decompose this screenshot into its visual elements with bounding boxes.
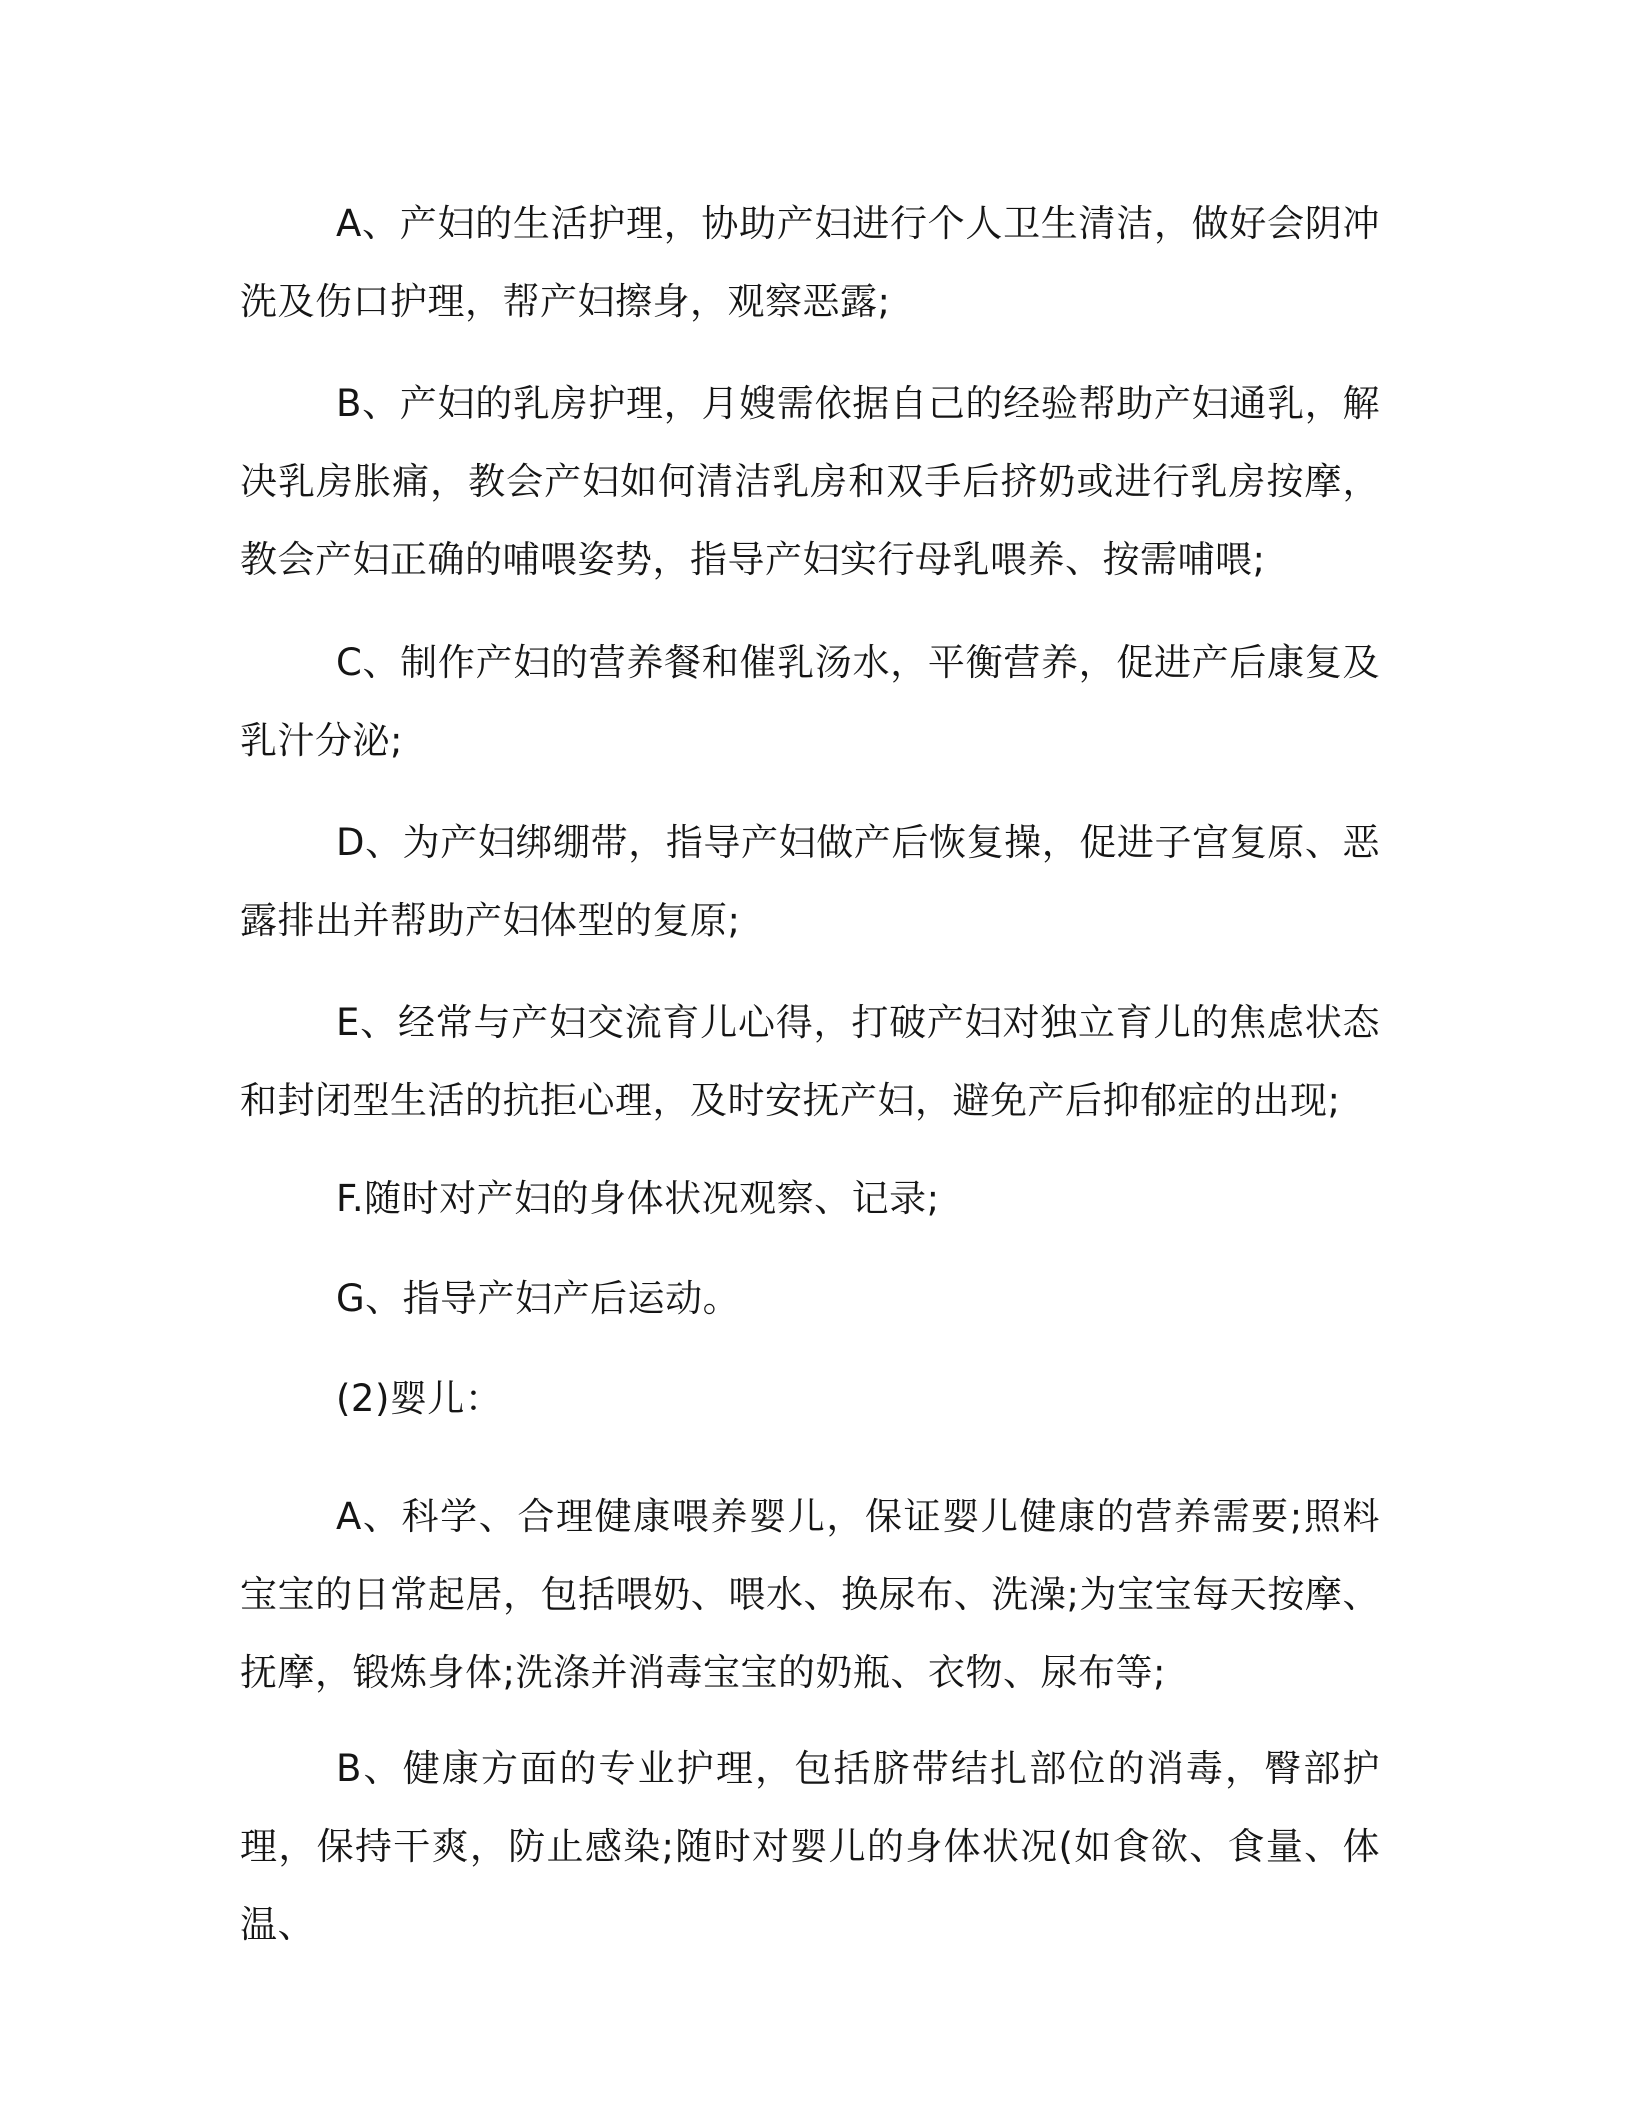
- paragraph-mother-recovery: D、为产妇绑绷带，指导产妇做产后恢复操，促进子宫复原、恶露排出并帮助产妇体型的复原;: [240, 821, 1380, 942]
- paragraph-mother-breast-care: B、产妇的乳房护理，月嫂需依据自己的经验帮助产妇通乳，解决乳房胀痛，教会产妇如何清洁乳房和双手后挤奶或进行乳房按摩，教会产妇正确的哺喂姿势，指导产妇实行母乳喂养、按需哺喂;: [240, 382, 1380, 581]
- paragraph-mother-psychology: E、经常与产妇交流育儿心得，打破产妇对独立育儿的焦虑状态和封闭型生活的抗拒心理，及时安抚产妇，避免产后抑郁症的出现;: [240, 1001, 1380, 1122]
- paragraph-infant-feeding: A、科学、合理健康喂养婴儿，保证婴儿健康的营养需要;照料宝宝的日常起居，包括喂奶、喂水、换尿布、洗澡;为宝宝每天按摩、抚摩，锻炼身体;洗涤并消毒宝宝的奶瓶、衣物、尿布等;: [240, 1495, 1380, 1694]
- paragraph-infant-health-care: B、健康方面的专业护理，包括脐带结扎部位的消毒，臀部护理，保持干爽，防止感染;随时对婴儿的身体状况(如食欲、食量、体温、: [240, 1747, 1380, 1946]
- section-heading-infant: (2)婴儿：: [336, 1377, 503, 1420]
- paragraph-mother-exercise: G、指导产妇产后运动。: [336, 1277, 741, 1320]
- paragraph-mother-daily-care: A、产妇的生活护理，协助产妇进行个人卫生清洁，做好会阴冲洗及伤口护理，帮产妇擦身，观察恶露;: [240, 202, 1380, 323]
- paragraph-mother-nutrition: C、制作产妇的营养餐和催乳汤水，平衡营养，促进产后康复及乳汁分泌;: [240, 641, 1380, 762]
- paragraph-mother-observation: F.随时对产妇的身体状况观察、记录;: [336, 1177, 940, 1220]
